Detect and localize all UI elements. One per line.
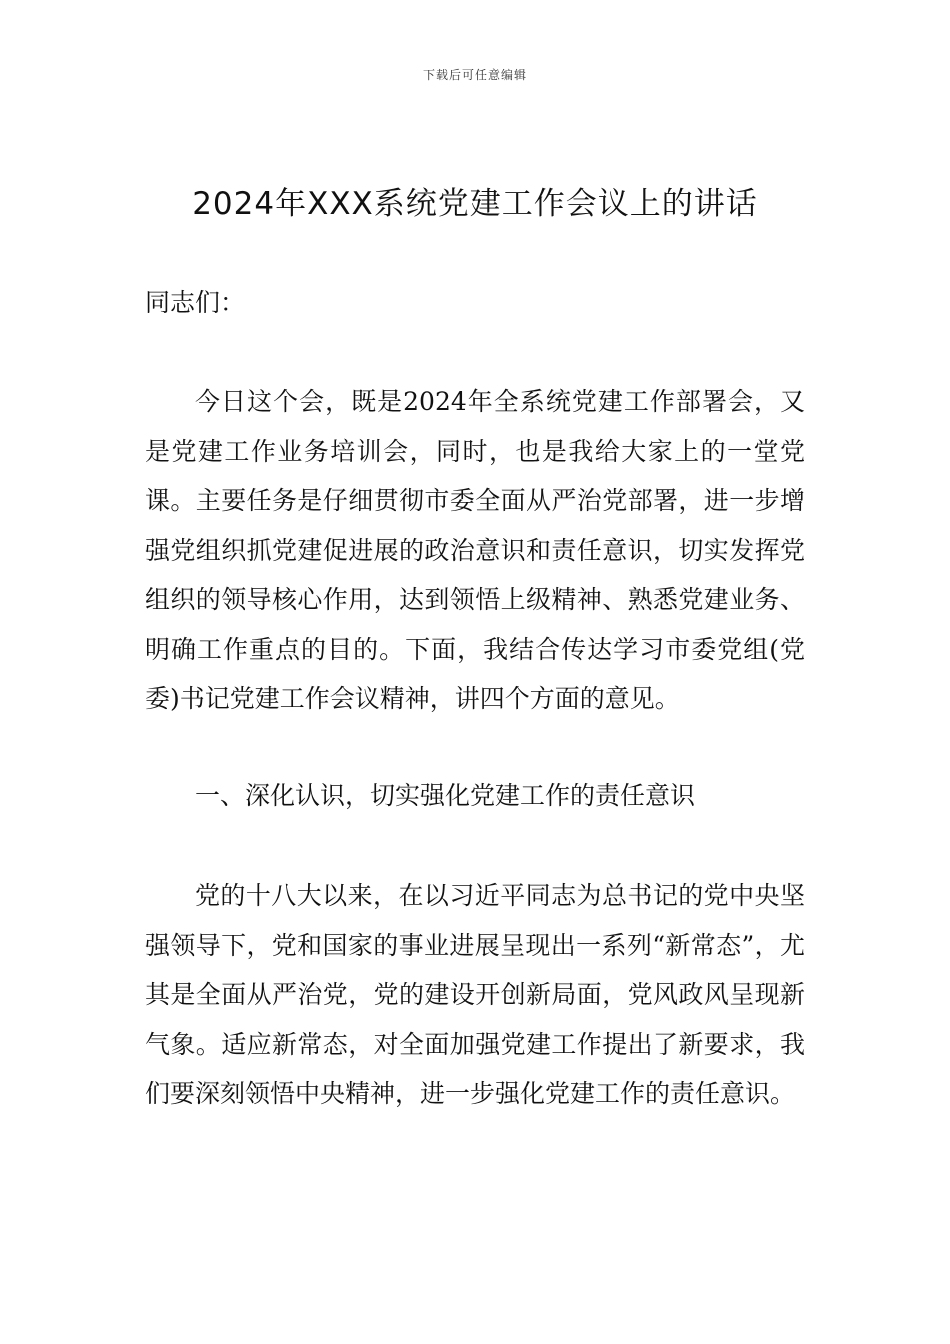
header-note: 下载后可任意编辑 [422, 68, 527, 82]
document-title: 2024年XXX系统党建工作会议上的讲话 [192, 186, 758, 222]
section-heading-1: 一、深化认识，切实强化党建工作的责任意识 [195, 781, 696, 810]
salutation: 同志们： [145, 288, 246, 317]
paragraph-intro: 今日这个会，既是2024年全系统党建工作部署会，又是党建工作业务培训会，同时，也是我给大家上的一堂党课。主要任务是仔细贯彻市委全面从严治党部署，进一步增强党组织抓党建促进展的政治意识和责任意识，切实发挥党组织的领导核心作用，达到领悟上级精神、熟悉党建业务、明确工作重点的目的。下面，我结合传达学习市委党组(党委)书记党建工作会议精神，讲四个方面的意见。 [145, 387, 805, 713]
paragraph-section-1: 党的十八大以来，在以习近平同志为总书记的党中央坚强领导下，党和国家的事业进展呈现出一系列“新常态”，尤其是全面从严治党，党的建设开创新局面，党风政风呈现新气象。适应新常态，对全面加强党建工作提出了新要求，我们要深刻领悟中央精神，进一步强化党建工作的责任意识。 [145, 881, 805, 1108]
